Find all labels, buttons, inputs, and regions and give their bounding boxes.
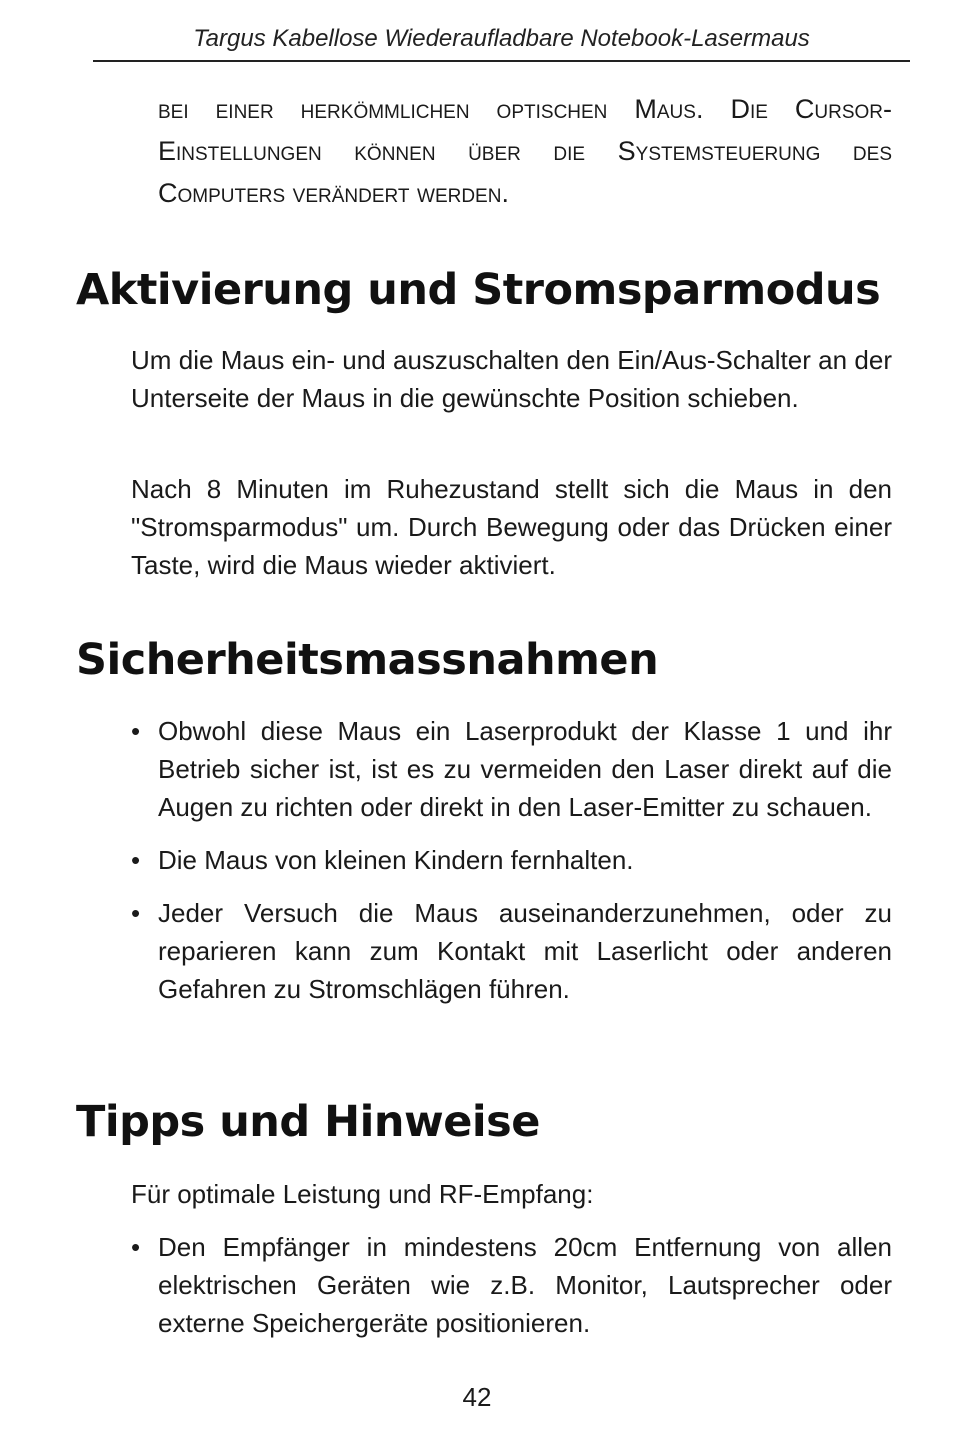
page-number: 42 (462, 1382, 492, 1412)
section-title-aktivierung: Aktivierung und Stromsparmodus (76, 265, 881, 315)
list-item (131, 1228, 892, 1342)
bullet-icon: • (131, 845, 141, 875)
bullet-icon: • (131, 1232, 141, 1262)
bullet-text: Den Empfänger in mindestens 20cm Entfernung von allen elektrischen Geräten wie z.B. Monitor, Lautsprecher oder externe Speichergeräte positionieren. (158, 1232, 892, 1338)
section-title-tipps: Tipps und Hinweise (76, 1097, 540, 1147)
bullet-icon: • (131, 716, 141, 746)
paragraph-sleep-mode: Nach 8 Minuten im Ruhezustand stellt sich die Maus in den "Stromsparmodus" um. Durch Bewegung oder das Drücken einer Taste, wird die Maus wieder aktiviert. (131, 474, 892, 580)
cursor-settings-note: bei einer herkömmlichen optischen Maus. Die Cursor-Einstellungen können über die Systemsteuerung des Computers verändert werden. (158, 94, 893, 208)
section-title-sicherheit: Sicherheitsmassnahmen (76, 635, 659, 685)
header-divider (93, 60, 910, 62)
tips-bullet-list (131, 1228, 892, 1357)
bullet-text: Jeder Versuch die Maus auseinanderzunehmen, oder zu reparieren kann zum Kontakt mit Laserlicht oder anderen Gefahren zu Stromschlägen führen. (158, 898, 892, 1004)
safety-bullet-list (131, 712, 892, 1023)
list-item (131, 712, 892, 826)
running-header: Targus Kabellose Wiederaufladbare Notebook-Lasermaus (193, 25, 810, 52)
bullet-icon: • (131, 898, 141, 928)
list-item (131, 841, 892, 879)
paragraph-power-switch: Um die Maus ein- und auszuschalten den Ein/Aus-Schalter an der Unterseite der Maus in die gewünschte Position schieben. (131, 345, 892, 413)
list-item (131, 894, 892, 1008)
bullet-text: Die Maus von kleinen Kindern fernhalten. (158, 845, 634, 875)
paragraph-tips-intro: Für optimale Leistung und RF-Empfang: (131, 1179, 594, 1209)
bullet-text: Obwohl diese Maus ein Laserprodukt der Klasse 1 und ihr Betrieb sicher ist, ist es zu vermeiden den Laser direkt auf die Augen zu richten oder direkt in den Laser-Emitter zu schauen. (158, 716, 892, 822)
